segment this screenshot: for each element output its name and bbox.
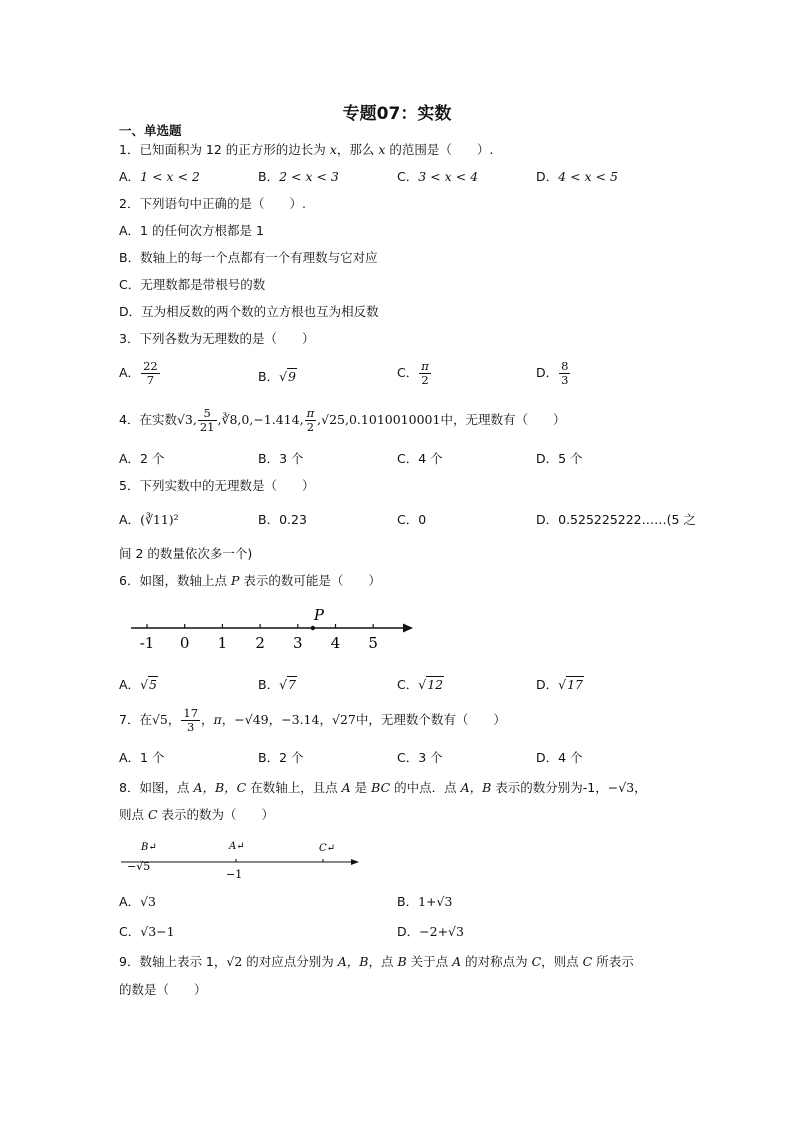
fraction: $\frac{8}{3}$	[561, 359, 569, 387]
q2-option-d: D．互为相反数的两个数的立方根也互为相反数	[119, 304, 379, 319]
question-6-stem: 6．如图，数轴上点 P 表示的数可能是（ ）	[119, 573, 381, 588]
q6-option-b: B．√7	[258, 677, 296, 692]
q8-option-d: D．−2+√3	[397, 924, 464, 939]
q7-option-b: B．2 个	[258, 750, 304, 765]
q6-option-c: C．√12	[397, 677, 444, 692]
number-line-tick-label: 0	[179, 634, 190, 652]
number-line-figure-q8	[115, 838, 365, 886]
arrow-icon	[403, 624, 413, 633]
fraction: $\frac{\pi}{2}$	[421, 359, 429, 387]
q8-option-a: A．√3	[119, 894, 156, 909]
b-value-label: −√5	[127, 860, 151, 873]
question-3-stem: 3．下列各数为无理数的是（ ）	[119, 331, 315, 346]
q8-option-b: B．1+√3	[397, 894, 453, 909]
question-8-stem-line1: 8．如图，点 A，B，C 在数轴上，且点 A 是 BC 的中点．点 A，B 表示的数分别为-1，−√3，	[119, 780, 647, 795]
point-b-label: B↵	[141, 842, 157, 853]
q3-option-d: D． $\frac{8}{3}$	[536, 359, 569, 387]
q1-option-d: D．4 < x < 5	[536, 169, 618, 184]
q5-option-c: C．0	[397, 512, 427, 527]
document-title: 专题07：实数	[342, 104, 452, 124]
point-c-label: C↵	[319, 843, 336, 854]
number-line-tick-label: 2	[255, 634, 265, 652]
number-line-tick-label: 5	[368, 634, 378, 652]
number-line-tick-label: 3	[293, 634, 303, 652]
q4-option-a: A．2 个	[119, 451, 165, 466]
q5-option-d-continued: 间 2 的数量依次多一个)	[119, 546, 253, 561]
q4-option-c: C．4 个	[397, 451, 443, 466]
question-2-stem: 2．下列语句中正确的是（ ）.	[119, 196, 306, 211]
q3-option-c: C． $\frac{\pi}{2}$	[397, 359, 429, 387]
q8-option-c: C．√3−1	[119, 924, 175, 939]
question-9-stem-line1: 9．数轴上表示 1，√2 的对应点分别为 A，B，点 B 关于点 A 的对称点为 C，则点 C 所表示	[119, 954, 634, 969]
number-line-tick-label: 1	[217, 634, 228, 652]
q1-option-a: A．1 < x < 2	[119, 169, 200, 184]
q1-option-b: B．2 < x < 3	[258, 169, 339, 184]
q6-option-d: D．√17	[536, 677, 584, 692]
q2-option-c: C．无理数都是带根号的数	[119, 277, 266, 292]
number-line-figure-q6	[125, 600, 425, 658]
question-9-stem-line2: 的数是（ ）	[119, 982, 207, 997]
q5-option-a: A．(∛11)²	[119, 512, 179, 527]
q6-option-a: A．√5	[119, 677, 157, 692]
point-p-label: P	[313, 606, 324, 624]
number-line-tick-label: 4	[330, 634, 341, 652]
question-1-stem: 1．已知面积为 12 的正方形的边长为 x，那么 x 的范围是（ ）.	[119, 142, 494, 157]
q4-option-d: D．5 个	[536, 451, 583, 466]
q2-option-a: A．1 的任何次方根都是 1	[119, 223, 264, 238]
arrow-icon	[351, 859, 359, 865]
q3-option-b: B．√9	[258, 369, 296, 384]
question-8-stem-line2: 则点 C 表示的数为（ ）	[119, 807, 275, 822]
section-heading: 一、单选题	[119, 123, 182, 138]
q7-option-a: A．1 个	[119, 750, 165, 765]
q3-option-a: A． $\frac{22}{7}$	[119, 359, 158, 387]
point-p-marker	[311, 626, 315, 630]
question-7-stem: 7．在√5， $\frac{17}{3}$ ，π，−√49，−3.14，√27中，无理数个数有（ ）	[119, 706, 506, 734]
q5-option-d: D．0.525225222……(5 之	[536, 512, 696, 527]
question-5-stem: 5．下列实数中的无理数是（ ）	[119, 478, 315, 493]
point-a-label: A↵	[229, 841, 245, 852]
q1-option-c: C．3 < x < 4	[397, 169, 479, 184]
q2-option-b: B．数轴上的每一个点都有一个有理数与它对应	[119, 250, 378, 265]
q4-option-b: B．3 个	[258, 451, 304, 466]
a-value-label: −1	[226, 868, 243, 881]
q7-option-c: C．3 个	[397, 750, 443, 765]
number-line-tick-label: -1	[139, 634, 155, 652]
q5-option-b: B．0.23	[258, 512, 307, 527]
fraction: $\frac{22}{7}$	[143, 359, 158, 387]
q7-option-d: D．4 个	[536, 750, 583, 765]
question-4-stem: 4．在实数√3, $\frac{5}{21}$ ,∛8,0,−1.414, $\frac{\pi}{2}$ ,√25,0.1010010001中，无理数有（ ）	[119, 406, 566, 434]
